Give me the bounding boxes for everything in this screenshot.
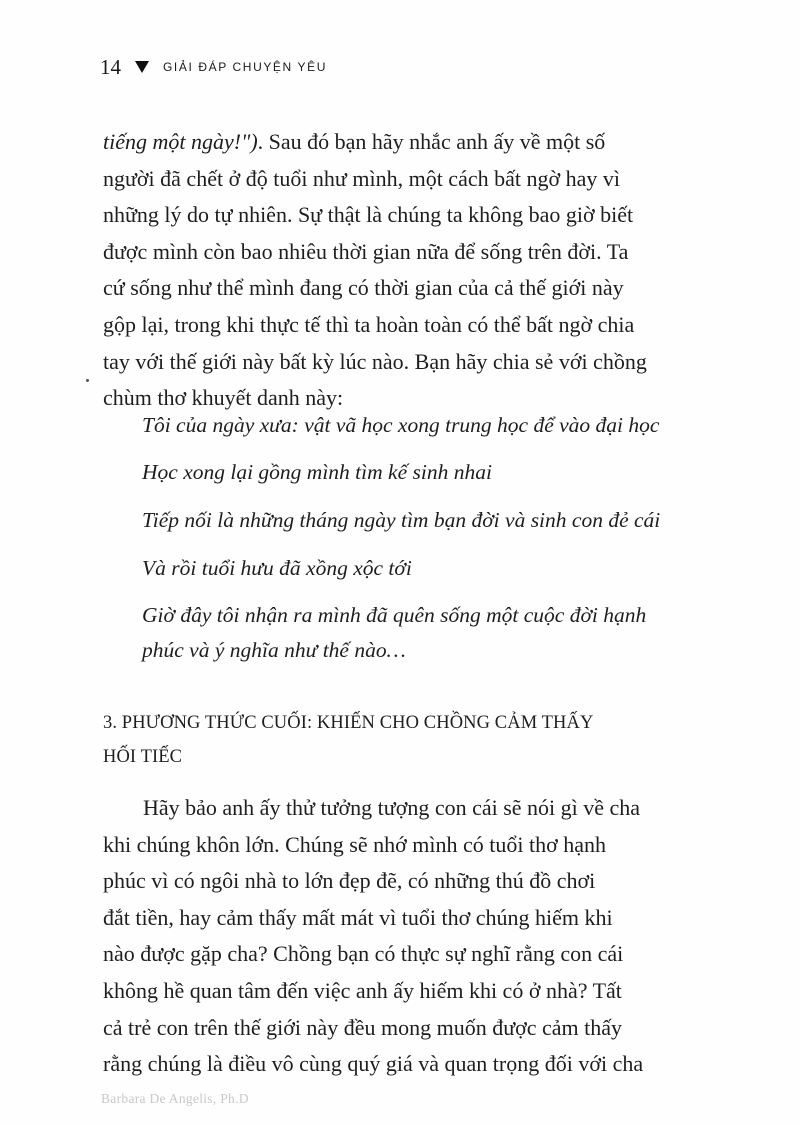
poem-line: phúc và ý nghĩa như thế nào… — [142, 638, 406, 662]
running-title: GIẢI ĐÁP CHUYỆN YÊU — [163, 60, 327, 74]
margin-mark — [86, 379, 89, 382]
paragraph-line: cứ sống như thể mình đang có thời gian của cả thế giới này — [103, 275, 624, 301]
paragraph-1 — [103, 124, 718, 417]
section-heading — [103, 706, 593, 774]
poem-line: Và rồi tuổi hưu đã xồng xộc tới — [142, 556, 412, 580]
poem-line: Tôi của ngày xưa: vật vã học xong trung học để vào đại học — [142, 413, 660, 437]
heading-line: HỐI TIẾC — [103, 747, 183, 767]
poem-line-block-2 — [142, 455, 722, 490]
paragraph-line: phúc vì có ngôi nhà to lớn đẹp đẽ, có những thú đồ chơi — [103, 868, 596, 894]
paragraph-line: tay với thế giới này bất kỳ lúc nào. Bạn hãy chia sẻ với chồng — [103, 348, 647, 374]
paragraph-line: những lý do tự nhiên. Sự thật là chúng ta không bao giờ biết — [103, 202, 634, 228]
paragraph-line: rằng chúng là điều vô cùng quý giá và quan trọng đối với cha — [103, 1051, 644, 1077]
poem-line-block-5 — [142, 598, 722, 668]
italic-quote-end: tiếng một ngày!") — [103, 129, 258, 154]
line-text: . Sau đó bạn hãy nhắc anh ấy về một số — [257, 129, 606, 154]
page-number: 14 — [100, 54, 121, 79]
poem-line: Giờ đây tôi nhận ra mình đã quên sống một cuộc đời hạnh — [142, 603, 647, 627]
poem-line-block-4 — [142, 551, 722, 586]
paragraph-line: không hề quan tâm đến việc anh ấy hiếm khi có ở nhà? Tất — [103, 977, 622, 1003]
page-footer: Barbara De Angelis, Ph.D — [101, 1091, 249, 1106]
paragraph-line: chùm thơ khuyết danh này: — [103, 385, 344, 411]
triangle-down-icon — [135, 61, 149, 73]
heading-line: 3. PHƯƠNG THỨC CUỐI: KHIẾN CHO CHỒNG CẢM THẤY — [103, 713, 594, 733]
poem-line: Học xong lại gồng mình tìm kế sinh nhai — [142, 460, 492, 484]
poem-line-block-3 — [142, 503, 722, 538]
paragraph-line — [103, 124, 718, 161]
paragraph-line: gộp lại, trong khi thực tế thì ta hoàn toàn có thể bất ngờ chia — [103, 311, 635, 337]
poem-line: Tiếp nối là những tháng ngày tìm bạn đời và sinh con đẻ cái — [142, 508, 661, 532]
paragraph-line: được mình còn bao nhiêu thời gian nữa để sống trên đời. Ta — [103, 238, 629, 264]
paragraph-line: Hãy bảo anh ấy thử tưởng tượng con cái sẽ nói gì về cha — [143, 795, 641, 820]
paragraph-line: cả trẻ con trên thế giới này đều mong muốn được cảm thấy — [103, 1014, 623, 1040]
paragraph-line: đắt tiền, hay cảm thấy mất mát vì tuổi thơ chúng hiếm khi — [103, 904, 613, 930]
paragraph-2 — [103, 790, 718, 1083]
poem-line-block-1 — [142, 408, 722, 443]
paragraph-line: người đã chết ở độ tuổi như mình, một cách bất ngờ hay vì — [103, 165, 620, 191]
paragraph-line: nào được gặp cha? Chồng bạn có thực sự nghĩ rằng con cái — [103, 941, 624, 967]
page-header — [100, 52, 327, 82]
paragraph-line: khi chúng khôn lớn. Chúng sẽ nhớ mình có tuổi thơ hạnh — [103, 831, 606, 857]
